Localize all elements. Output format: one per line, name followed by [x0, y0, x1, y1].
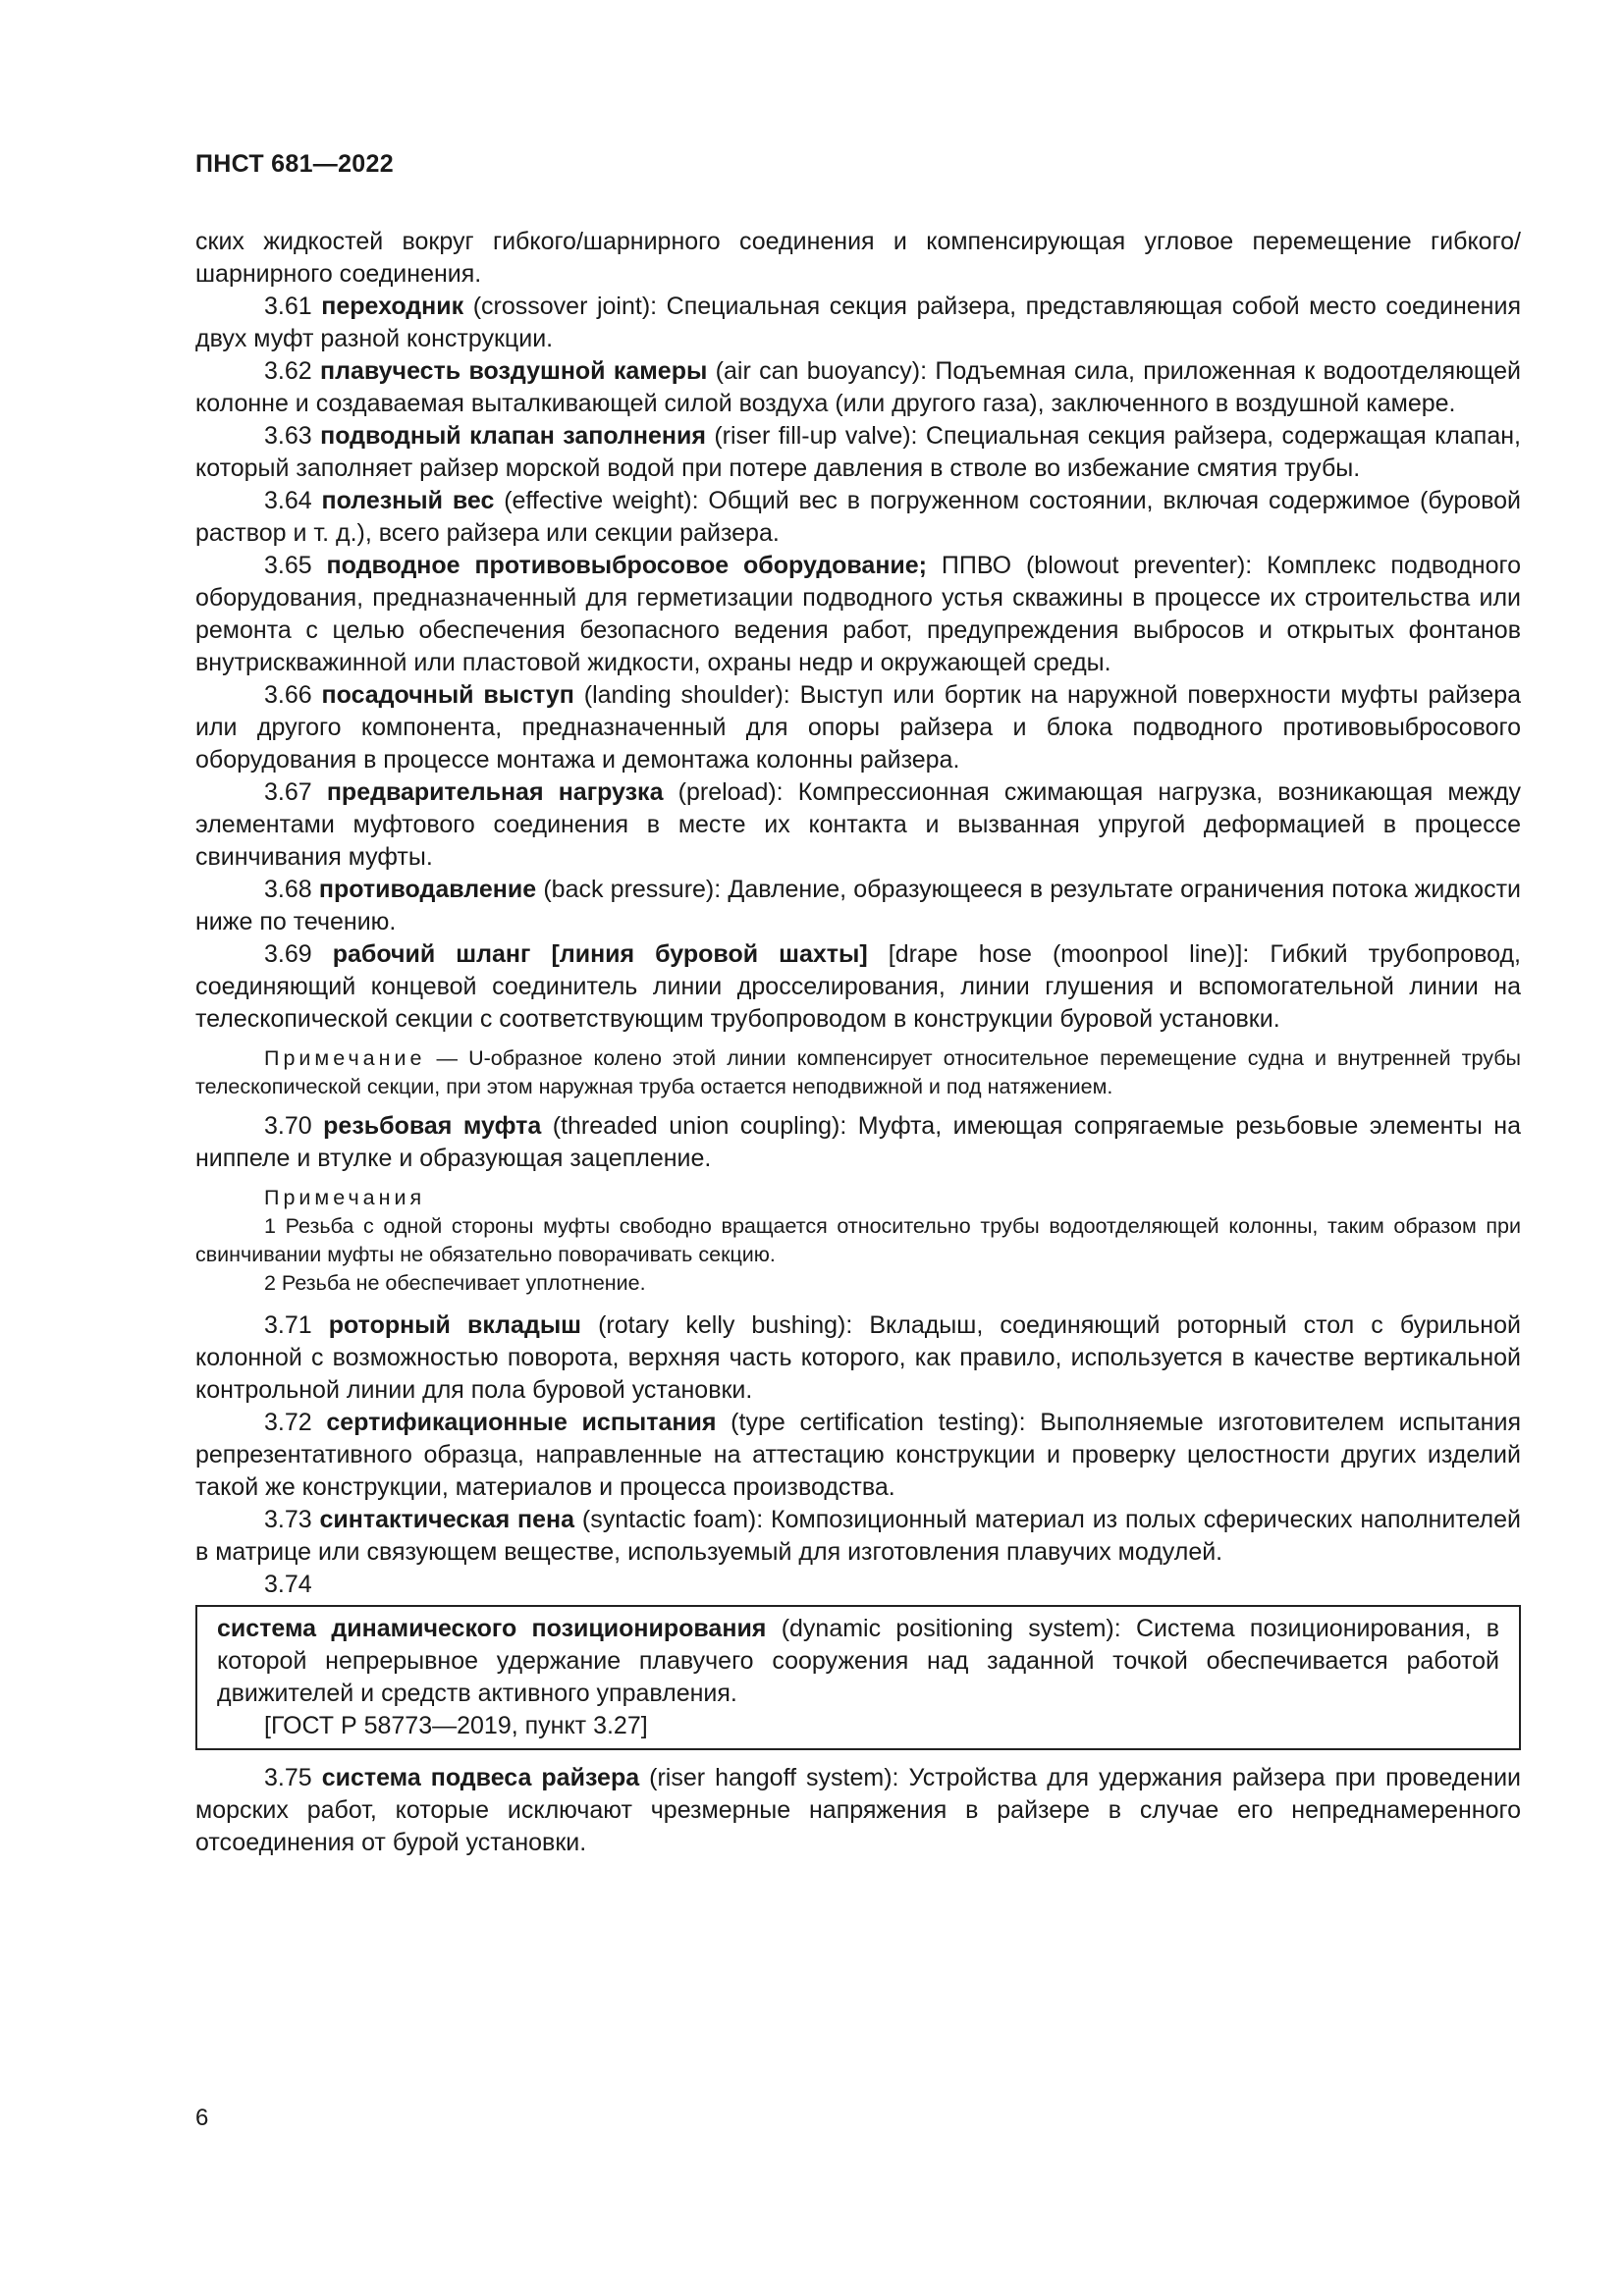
- term-3-67: [195, 776, 1521, 874]
- term-name: рабочий шланг [линия буровой шахты]: [332, 940, 868, 968]
- term-definition: (riser hangoff system): Устройства для удержания райзера при проведении морских работ, которые исключают чрезмерные напряжения в райзере в случае его непреднамеренного отсоединения от бурой установки.: [195, 1764, 1522, 1856]
- term-number: 3.75: [264, 1764, 312, 1791]
- term-3-71: [195, 1309, 1521, 1407]
- term-number: 3.71: [264, 1311, 312, 1339]
- term-definition: ППВО (blowout preventer): Комплекс подводного оборудования, предназначенный для герметизации подводного устья скважины в процессе их строительства или ремонта с целью обеспечения безопасного ведения работ, предупреждения выбросов и открытых фонтанов внутрискважинной или пластовой жидкости, охраны недр и окружающей среды.: [195, 552, 1521, 676]
- term-number: 3.73: [264, 1506, 312, 1533]
- notes-3-70: [195, 1184, 1521, 1298]
- term-number: 3.70: [264, 1112, 312, 1140]
- term-number: 3.69: [264, 940, 312, 968]
- term-definition: (air can buoyancy): Подъемная сила, приложенная к водоотделяющей колонне и создаваемая выталкивающей силой воздуха (или другого газа), заключенного в воздушной камере.: [195, 357, 1521, 417]
- term-3-66: [195, 679, 1521, 776]
- term-number: 3.63: [264, 422, 312, 450]
- term-definition: (rotary kelly bushing): Вкладыш, соединяющий роторный стол с бурильной колонной с возможностью поворота, верхняя часть которого, как правило, используется в качестве вертикальной контрольной линии для пола буровой установки.: [195, 1311, 1521, 1404]
- term-name: плавучесть воздушной камеры: [320, 357, 708, 385]
- term-definition: (type certification testing): Выполняемые изготовителем испытания репрезентативного образца, направленные на аттестацию конструкции и проверку целостности других изделий такой же конструкции, материалов и процесса производства.: [195, 1409, 1521, 1501]
- term-3-68: [195, 874, 1521, 938]
- term-name: система динамического позиционирования: [217, 1615, 767, 1642]
- term-name: посадочный выступ: [321, 681, 574, 709]
- term-3-74-number: 3.74: [264, 1571, 312, 1598]
- note-item: 1 Резьба с одной стороны муфты свободно вращается относительно трубы водоотделяющей колонны, таким образом при свинчивании муфты не обязательно поворачивать секцию.: [195, 1214, 1521, 1266]
- term-name: сертификационные испытания: [326, 1409, 717, 1436]
- term-name: система подвеса райзера: [321, 1764, 640, 1791]
- term-number: 3.64: [264, 487, 312, 514]
- term-number: 3.66: [264, 681, 312, 709]
- note-3-69: [195, 1044, 1521, 1101]
- term-definition: (riser fill-up valve): Специальная секция райзера, содержащая клапан, который заполняет райзер морской водой при потере давления в стволе во избежание смятия трубы.: [195, 422, 1521, 482]
- page-number: 6: [195, 2105, 209, 2131]
- term-definition: (back pressure): Давление, образующееся в результате ограничения потока жидкости ниже по течению.: [195, 876, 1521, 935]
- term-number: 3.61: [264, 293, 312, 320]
- term-3-73: [195, 1504, 1521, 1569]
- term-name: подводный клапан заполнения: [320, 422, 706, 450]
- term-number: 3.67: [264, 778, 312, 806]
- note-item: 2 Резьба не обеспечивает уплотнение.: [264, 1271, 646, 1295]
- term-source: [ГОСТ Р 58773—2019, пункт 3.27]: [264, 1712, 648, 1739]
- term-name: переходник: [321, 293, 464, 320]
- note-label: Примечание: [264, 1046, 426, 1070]
- term-3-64: [195, 485, 1521, 550]
- term-name: резьбовая муфта: [323, 1112, 542, 1140]
- term-definition: (landing shoulder): Выступ или бортик на наружной поверхности муфты райзера или другого компонента, предназначенный для опоры райзера и блока подводного противовыбросового оборудования в процессе монтажа и демонтажа колонны райзера.: [195, 681, 1521, 774]
- term-name: полезный вес: [321, 487, 495, 514]
- term-3-63: [195, 420, 1521, 485]
- term-3-65: [195, 550, 1521, 679]
- term-name: подводное противовыбросовое оборудование;: [326, 552, 928, 579]
- term-name: синтактическая пена: [319, 1506, 575, 1533]
- term-3-61: [195, 291, 1521, 355]
- term-definition: (crossover joint): Специальная секция райзера, представляющая собой место соединения двух муфт разной конструкции.: [195, 293, 1521, 352]
- term-name: роторный вкладыш: [328, 1311, 582, 1339]
- term-name: предварительная нагрузка: [326, 778, 664, 806]
- term-3-72: [195, 1407, 1521, 1504]
- continuation-paragraph: ских жидкостей вокруг гибкого/шарнирного соединения и компенсирующая угловое перемещение гибкого/шарнирного соединения.: [195, 228, 1521, 288]
- term-3-75: [195, 1762, 1521, 1859]
- term-definition: (preload): Компрессионная сжимающая нагрузка, возникающая между элементами муфтового соединения в месте их контакта и вызванная упругой деформацией в процессе свинчивания муфты.: [195, 778, 1522, 871]
- term-definition: (threaded union coupling): Муфта, имеющая сопрягаемые резьбовые элементы на ниппеле и втулке и образующая зацепление.: [195, 1112, 1521, 1172]
- note-text: — U-образное колено этой линии компенсирует относительное перемещение судна и внутренней трубы телескопической секции, при этом наружная труба остается неподвижной и под натяжением.: [195, 1046, 1521, 1098]
- term-number: 3.72: [264, 1409, 312, 1436]
- term-number: 3.62: [264, 357, 312, 385]
- term-definition: (syntactic foam): Композиционный материал из полых сферических наполнителей в матрице или связующем веществе, используемый для изготовления плавучих модулей.: [195, 1506, 1521, 1566]
- term-3-74: [217, 1613, 1499, 1710]
- term-3-69: [195, 938, 1521, 1036]
- term-3-62: [195, 355, 1521, 420]
- term-3-70: [195, 1110, 1521, 1175]
- term-definition: (effective weight): Общий вес в погруженном состоянии, включая содержимое (буровой раствор и т. д.), всего райзера или секции райзера.: [195, 487, 1521, 547]
- term-definition: (dynamic positioning system): Система позиционирования, в которой непрерывное удержание плавучего сооружения над заданной точкой обеспечивается работой движителей и средств активного управления.: [217, 1615, 1500, 1707]
- term-name: противодавление: [318, 876, 537, 903]
- term-number: 3.65: [264, 552, 312, 579]
- term-number: 3.68: [264, 876, 312, 903]
- notes-title: Примечания: [264, 1186, 426, 1209]
- term-definition: [drape hose (moonpool line)]: Гибкий трубопровод, соединяющий концевой соединитель линии дросселирования, линии глушения и вспомогательной линии на телескопической секции с соответствующим трубопроводом в конструкции буровой установки.: [195, 940, 1521, 1033]
- document-body: [195, 226, 1521, 1859]
- term-3-74-box: [195, 1605, 1521, 1750]
- document-header: ПНСТ 681—2022: [195, 150, 394, 178]
